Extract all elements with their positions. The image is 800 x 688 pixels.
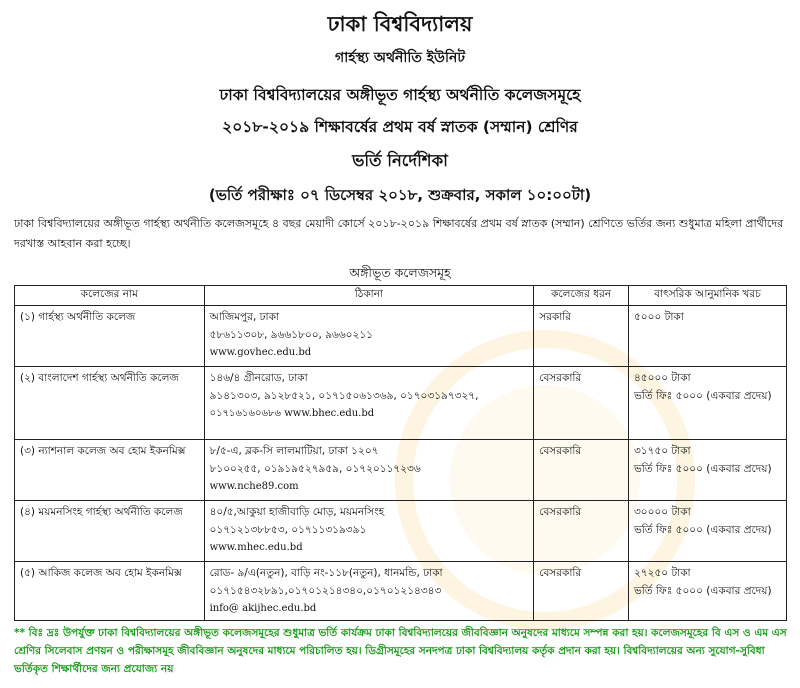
table-row xyxy=(15,306,787,367)
college-address: ৪০/৫,আকুয়া হাজীবাড়ি মোড়, ময়মনসিংহ xyxy=(209,506,385,518)
college-phone: ০১৭১৫৪৩২৮৯১,০১৭০১২১৪৩৪০,০১৭০১২১৪৩৪৩ xyxy=(209,585,442,597)
college-phone: ০১৭১২১৩৮৮৫৩, ০১৭১১৩১৯৩৯১ xyxy=(209,524,367,536)
college-cost-cell xyxy=(628,501,786,562)
college-address-cell xyxy=(204,440,534,501)
college-admission-fee: ভর্তি ফিঃ ৫০০০ (একবার প্রদেয়) xyxy=(633,463,772,475)
college-type: বেসরকারি xyxy=(534,562,629,621)
college-type: সরকারি xyxy=(534,306,629,367)
college-cost-cell xyxy=(628,306,786,367)
exam-info: (ভর্তি পরীক্ষাঃ ০৭ ডিসেম্বর ২০১৮, শুক্রবার, সকাল ১০:০০টা) xyxy=(208,186,592,204)
college-website: www.mhec.edu.bd xyxy=(209,542,303,553)
table-title: অঙ্গীভূত কলেজসমূহ xyxy=(349,265,451,280)
college-name: (৫) আকিজ কলেজ অব হোম ইকনমিক্স xyxy=(15,562,205,621)
header-college-name: কলেজের নাম xyxy=(15,286,205,306)
table-header-row xyxy=(15,286,787,306)
college-admission-fee: ভর্তি ফিঃ ৫০০০ (একবার প্রদেয়) xyxy=(633,585,772,597)
college-cost: ৩১৭৫০ টাকা xyxy=(633,445,691,457)
table-row xyxy=(15,367,787,440)
college-type: বেসরকারি xyxy=(534,440,629,501)
college-cost: ৩০০০০ টাকা xyxy=(633,506,691,518)
college-address-cell xyxy=(204,501,534,562)
college-cost-cell xyxy=(628,367,786,440)
college-address-cell xyxy=(204,562,534,621)
unit-title: গার্হস্থ্য অর্থনীতি ইউনিট xyxy=(335,50,465,66)
table-row xyxy=(15,501,787,562)
table-row xyxy=(15,562,787,621)
college-phone: ৫৮৬১১৩০৮, ৯৬৬১৮০০, ৯৬৬০২১১ xyxy=(209,329,373,341)
header-annual-cost: বাৎসরিক আনুমানিক খরচ xyxy=(628,286,786,306)
header-college-type: কলেজের ধরন xyxy=(534,286,629,306)
college-website: www.govhec.edu.bd xyxy=(209,347,312,358)
college-cost-cell xyxy=(628,440,786,501)
college-email: info@ akijhec.edu.bd xyxy=(209,603,317,614)
college-cost: ৫০০০ টাকা xyxy=(633,311,684,323)
college-website: ০১৭১৬১৬০৬৮৬ www.bhec.edu.bd xyxy=(209,408,375,419)
college-address: আজিমপুর, ঢাকা xyxy=(209,311,279,323)
college-cost-cell xyxy=(628,562,786,621)
college-type: বেসরকারি xyxy=(534,367,629,440)
header-address: ঠিকানা xyxy=(204,286,534,306)
university-title: ঢাকা বিশ্ববিদ্যালয় xyxy=(327,12,473,36)
college-phone: ৮১০০২৫৫, ০১৯১৯৫২৭৯৫৯, ০১৭২০১১৭২৩৬ xyxy=(209,463,421,475)
guide-title: ভর্তি নির্দেশিকা xyxy=(352,151,448,170)
college-name: (৩) ন্যাশনাল কলেজ অব হোম ইকনমিক্স xyxy=(15,440,205,501)
college-address-cell xyxy=(204,367,534,440)
college-name: (২) বাংলাদেশ গার্হস্থ্য অর্থনীতি কলেজ xyxy=(15,367,205,440)
college-cost: ২৭২৫০ টাকা xyxy=(633,567,691,579)
college-phone: ৯১৪১৩০৩, ৯১২৮৫২১, ০১৭১৫০৬১৩৬৯, ০১৭০৩১৯৭৩২৭, xyxy=(209,390,479,402)
college-admission-fee: ভর্তি ফিঃ ৫০০০ (একবার প্রদেয়) xyxy=(633,390,772,402)
college-address: ১৪৬/৪ গ্রীনরোড, ঢাকা xyxy=(209,372,308,384)
college-address: রোড- ৯/এ(নতুন), বাড়ি নং-১১৮(নতুন), ধানমন্ডি, ঢাকা xyxy=(209,567,443,579)
college-admission-fee: ভর্তি ফিঃ ৫০০০ (একবার প্রদেয়) xyxy=(633,524,772,536)
college-cost: ৪৫০০০ টাকা xyxy=(633,372,691,384)
heading-line-1: ঢাকা বিশ্ববিদ্যালয়ের অঙ্গীভূত গার্হস্থ্য অর্থনীতি কলেজসমূহে xyxy=(219,86,581,104)
table-row xyxy=(15,440,787,501)
college-name: (১) গার্হস্থ্য অর্থনীতি কলেজ xyxy=(15,306,205,367)
college-address: ৮/৫-এ, ব্লক-সি লালমাটিয়া, ঢাকা ১২০৭ xyxy=(209,445,379,457)
college-address-cell xyxy=(204,306,534,367)
intro-paragraph: ঢাকা বিশ্ববিদ্যালয়ের অঙ্গীভূত গার্হস্থ্য অর্থনীতি কলেজসমূহে ৪ বছর মেয়াদী কোর্সে ২০১৮-২০১৯ শিক্ষাবর্ষের প্রথম বর্ষ স্নাতক (সম্মান) শ্রেণিতে ভর্তির জন্য শুধুমাত্র মহিলা প্রার্থীদের দরখাস্ত আহবান করা হচ্ছে। xyxy=(14,217,784,250)
heading-line-2: ২০১৮-২০১৯ শিক্ষাবর্ষের প্রথম বর্ষ স্নাতক (সম্মান) শ্রেণির xyxy=(222,118,578,136)
college-name: (৪) ময়মনসিংহ গার্হস্থ্য অর্থনীতি কলেজ xyxy=(15,501,205,562)
college-type: বেসরকারি xyxy=(534,501,629,562)
colleges-table xyxy=(14,285,787,621)
college-website: www.nche89.com xyxy=(209,481,299,492)
footnote: ** বিঃ দ্রঃ উপর্যুক্ত ঢাকা বিশ্ববিদ্যালয়ের অঙ্গীভূত কলেজসমূহের শুধুমাত্র ভর্তি কার্যক্রম ঢাকা বিশ্ববিদ্যালয়ের জীববিজ্ঞান অনুষদের মাধ্যমে সম্পন্ন করা হয়। কলেজসমূহের বি এস ও এম এস শ্রেণির সিলেবাস প্রণয়ন ও পরীক্ষাসমূহ জীববিজ্ঞান অনুষদের মাধ্যমে পরিচালিত হয়। ডিগ্রীসমূহের সনদপত্র ঢাকা বিশ্ববিদ্যালয় কর্তৃক প্রদান করা হয়। বিশ্ববিদ্যালয়ের অন্য সুযোগ-সুবিধা ভর্তিকৃত শিক্ষার্থীদের জন্য প্রযোজ্য নয় xyxy=(14,627,787,675)
